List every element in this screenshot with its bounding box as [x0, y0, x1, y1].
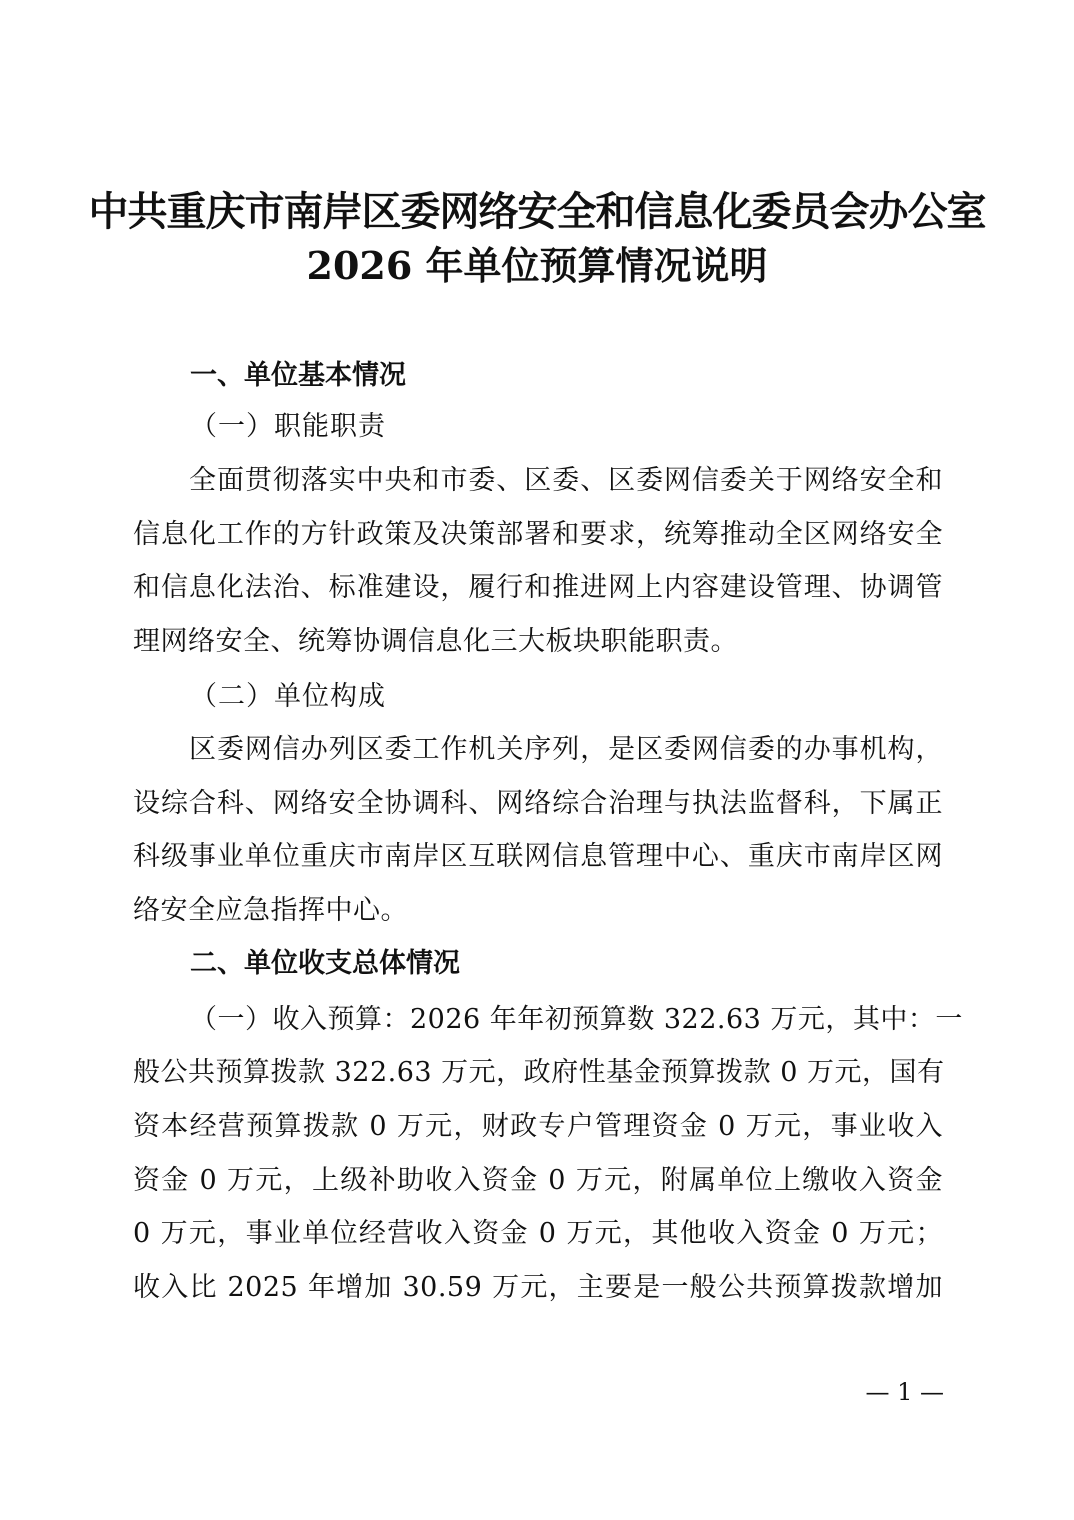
document-title-line-2: 2026 年单位预算情况说明 [306, 243, 768, 288]
section-1-subheading-2: （二）单位构成 [190, 681, 386, 712]
section-1-subheading-1: （一）职能职责 [190, 411, 386, 442]
section-2-line-5: 0 万元，事业单位经营收入资金 0 万元，其他收入资金 0 万元； [133, 1218, 943, 1249]
section-2-line-1: （一）收入预算：2026 年年初预算数 322.63 万元，其中：一 [190, 1004, 963, 1035]
section-2-line-4: 资金 0 万元，上级补助收入资金 0 万元，附属单位上缴收入资金 [133, 1165, 943, 1196]
section-1-paragraph-1: 全面贯彻落实中央和市委、区委、区委网信委关于网络安全和信息化工作的方针政策及决策部署和要求，统筹推动全区网络安全和信息化法治、标准建设，履行和推进网上内容建设管理、协调管理网络安全、统筹协调信息化三大板块职能职责。 [133, 465, 943, 657]
document-title-line-1: 中共重庆市南岸区委网络安全和信息化委员会办公室 [88, 188, 986, 235]
section-1-paragraph-2: 区委网信办列区委工作机关序列，是区委网信委的办事机构，设综合科、网络安全协调科、网络综合治理与执法监督科，下属正科级事业单位重庆市南岸区互联网信息管理中心、重庆市南岸区网络安全应急指挥中心。 [133, 734, 943, 926]
section-2-line-2: 般公共预算拨款 322.63 万元，政府性基金预算拨款 0 万元，国有 [133, 1057, 945, 1088]
section-2-line-3: 资本经营预算拨款 0 万元，财政专户管理资金 0 万元，事业收入 [133, 1111, 943, 1142]
section-2-line-6: 收入比 2025 年增加 30.59 万元，主要是一般公共预算拨款增加 [133, 1272, 943, 1303]
section-2-heading: 二、单位收支总体情况 [190, 948, 460, 979]
page-number: — 1 — [865, 1378, 944, 1406]
section-1-heading: 一、单位基本情况 [190, 360, 406, 391]
